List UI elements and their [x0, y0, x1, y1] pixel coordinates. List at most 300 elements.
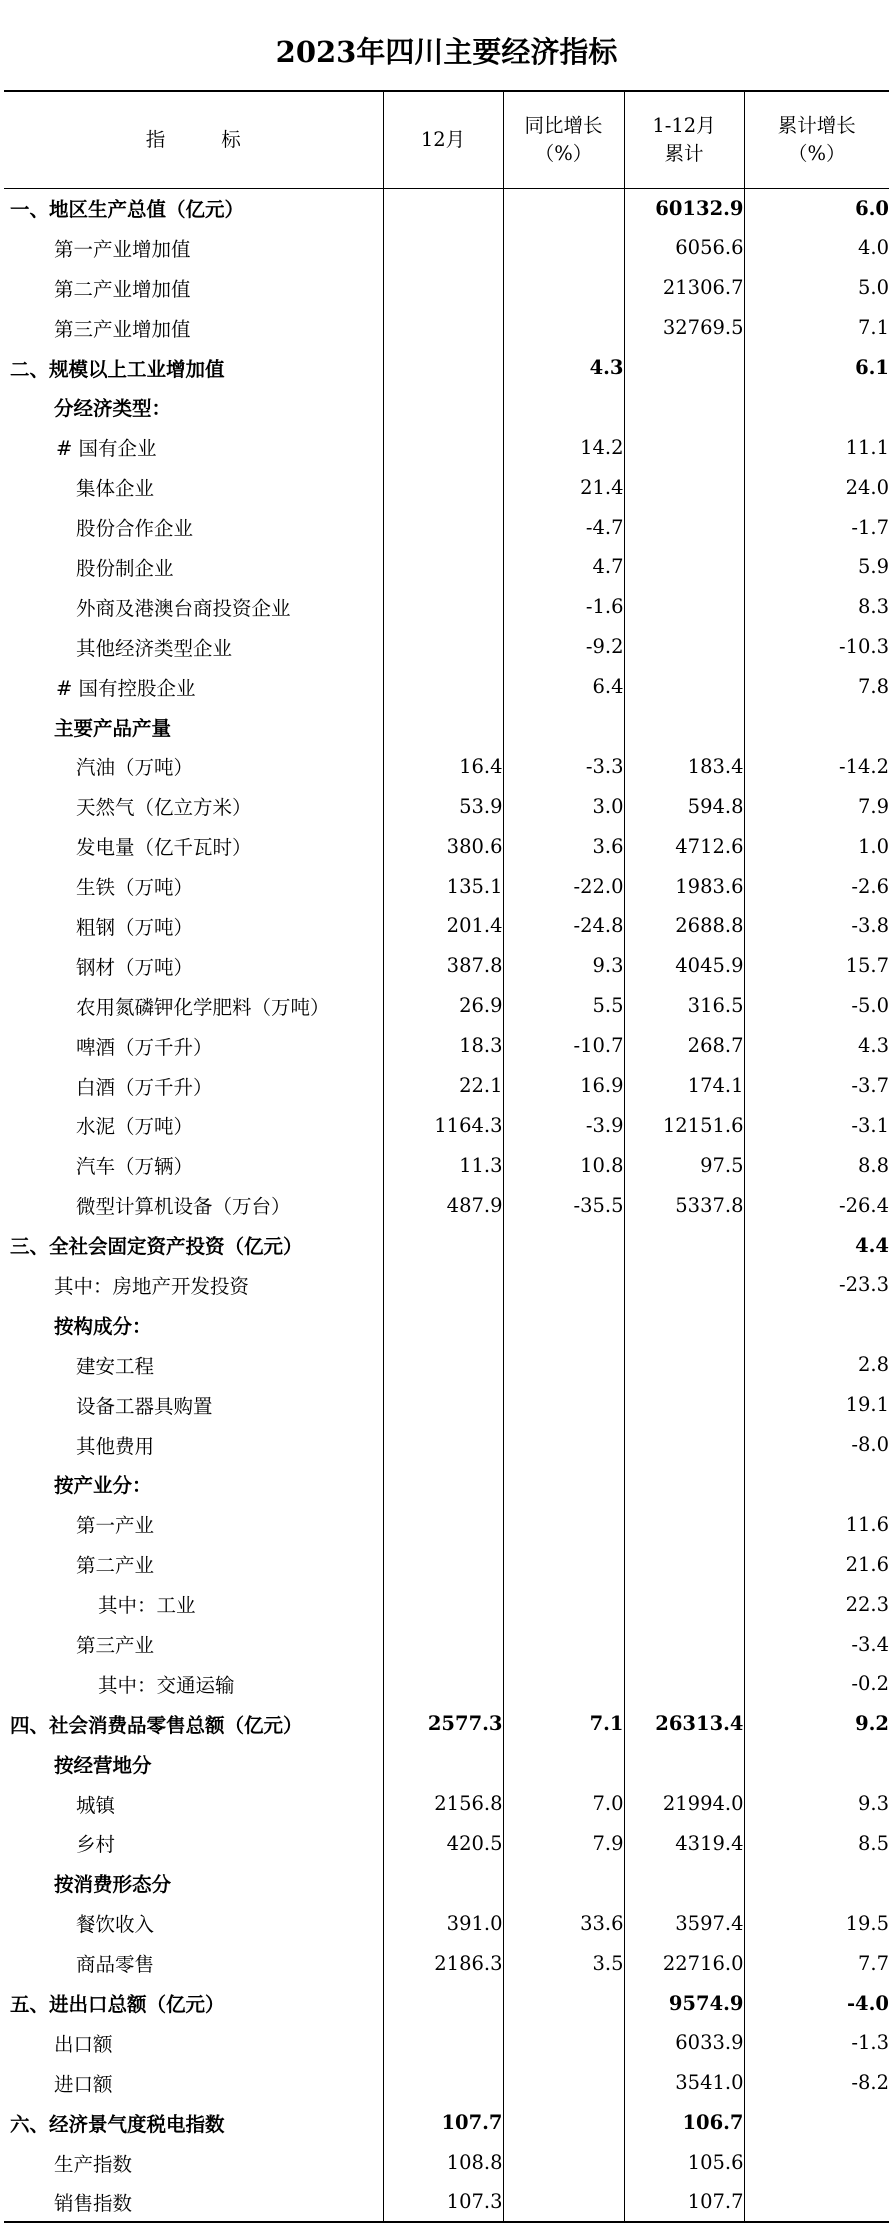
cell-month — [383, 1504, 503, 1544]
cell-cum-growth: 5.9 — [744, 547, 889, 587]
table-row — [4, 1145, 889, 1185]
cell-cum-growth — [744, 387, 889, 427]
table-row — [4, 1943, 889, 1983]
cell-yoy — [503, 1544, 624, 1584]
table-header-row — [4, 91, 889, 188]
cell-yoy: -35.5 — [503, 1185, 624, 1225]
cell-cumulative: 174.1 — [624, 1066, 744, 1106]
cell-month — [383, 627, 503, 667]
header-indicator: 指 标 — [4, 91, 383, 188]
indicators-table — [4, 90, 889, 2223]
cell-month: 53.9 — [383, 786, 503, 826]
cell-month: 201.4 — [383, 906, 503, 946]
table-row — [4, 387, 889, 427]
cell-month — [383, 587, 503, 627]
row-label: 六、经济景气度税电指数 — [10, 2112, 225, 2136]
cell-month: 26.9 — [383, 986, 503, 1026]
row-label: 天然气（亿立方米） — [76, 796, 252, 820]
row-label: 第三产业增加值 — [54, 317, 191, 341]
cell-month: 107.7 — [383, 2103, 503, 2143]
table-row — [4, 1185, 889, 1225]
cell-yoy — [503, 2023, 624, 2063]
cell-month — [383, 308, 503, 348]
cell-cum-growth — [744, 2103, 889, 2143]
table-row — [4, 786, 889, 826]
table-row — [4, 2103, 889, 2143]
table-row — [4, 1504, 889, 1544]
cell-month — [383, 467, 503, 507]
table-row — [4, 507, 889, 547]
cell-cumulative — [624, 627, 744, 667]
cell-cumulative: 3541.0 — [624, 2063, 744, 2103]
cell-month: 22.1 — [383, 1066, 503, 1106]
table-row — [4, 1385, 889, 1425]
cell-cum-growth: -14.2 — [744, 746, 889, 786]
cell-cumulative: 183.4 — [624, 746, 744, 786]
cell-yoy: -3.3 — [503, 746, 624, 786]
cell-yoy — [503, 1584, 624, 1624]
row-label: 股份合作企业 — [76, 517, 194, 541]
cell-cum-growth: -1.7 — [744, 507, 889, 547]
cell-cum-growth — [744, 1305, 889, 1345]
cell-yoy — [503, 1863, 624, 1903]
cell-cum-growth: 5.0 — [744, 268, 889, 308]
cell-cumulative — [624, 1504, 744, 1544]
cell-cum-growth: -5.0 — [744, 986, 889, 1026]
cell-cumulative: 3597.4 — [624, 1903, 744, 1943]
cell-cumulative — [624, 587, 744, 627]
table-row — [4, 906, 889, 946]
cell-cumulative: 12151.6 — [624, 1105, 744, 1145]
row-label: 餐饮收入 — [76, 1913, 155, 1937]
cell-yoy: -9.2 — [503, 627, 624, 667]
table-row — [4, 1425, 889, 1465]
cell-month — [383, 1744, 503, 1784]
cell-cumulative — [624, 1345, 744, 1385]
cell-cum-growth: 19.1 — [744, 1385, 889, 1425]
cell-yoy: 4.3 — [503, 348, 624, 388]
cell-cum-growth — [744, 1465, 889, 1505]
cell-cumulative: 9574.9 — [624, 1983, 744, 2023]
cell-cumulative — [624, 1225, 744, 1265]
cell-cumulative: 21994.0 — [624, 1784, 744, 1824]
cell-month — [383, 707, 503, 747]
cell-cum-growth: -3.7 — [744, 1066, 889, 1106]
cell-yoy: 16.9 — [503, 1066, 624, 1106]
cell-cumulative: 107.7 — [624, 2183, 744, 2223]
cell-cumulative: 22716.0 — [624, 1943, 744, 1983]
cell-cum-growth: 8.8 — [744, 1145, 889, 1185]
table-row — [4, 986, 889, 1026]
cell-yoy: 3.6 — [503, 826, 624, 866]
row-label: 按经营地分 — [54, 1753, 152, 1777]
cell-month — [383, 507, 503, 547]
cell-cum-growth: 8.5 — [744, 1824, 889, 1864]
table-row — [4, 188, 889, 228]
cell-cum-growth: 11.1 — [744, 427, 889, 467]
row-label: 第二产业 — [76, 1554, 155, 1578]
table-row — [4, 1704, 889, 1744]
cell-cumulative: 1983.6 — [624, 866, 744, 906]
row-label: 第三产业 — [76, 1634, 155, 1657]
cell-yoy — [503, 387, 624, 427]
row-label: 设备工器具购置 — [76, 1394, 213, 1418]
row-label: 第二产业增加值 — [54, 277, 191, 301]
row-label: 农用氮磷钾化学肥料（万吨） — [76, 995, 330, 1019]
table-row — [4, 587, 889, 627]
cell-yoy — [503, 2183, 624, 2223]
cell-cum-growth: 2.8 — [744, 1345, 889, 1385]
cell-month — [383, 1385, 503, 1425]
table-row — [4, 1584, 889, 1624]
cell-month: 2156.8 — [383, 1784, 503, 1824]
table-row — [4, 1544, 889, 1584]
cell-month — [383, 268, 503, 308]
cell-month — [383, 547, 503, 587]
row-label: 按消费形态分 — [54, 1873, 172, 1897]
table-row — [4, 866, 889, 906]
cell-cum-growth: -0.2 — [744, 1664, 889, 1704]
cell-month — [383, 1425, 503, 1465]
cell-month: 18.3 — [383, 1026, 503, 1066]
cell-cumulative — [624, 1744, 744, 1784]
cell-cumulative — [624, 667, 744, 707]
table-row — [4, 1664, 889, 1704]
table-row — [4, 2183, 889, 2223]
cell-cum-growth: 11.6 — [744, 1504, 889, 1544]
cell-cumulative — [624, 1425, 744, 1465]
row-label: 生铁（万吨） — [76, 876, 194, 900]
row-label: 按产业分： — [54, 1474, 152, 1498]
cell-month — [383, 1544, 503, 1584]
row-label: 商品零售 — [76, 1953, 155, 1977]
cell-cum-growth: 6.1 — [744, 348, 889, 388]
cell-yoy — [503, 2143, 624, 2183]
table-row — [4, 1265, 889, 1305]
cell-cum-growth: -1.3 — [744, 2023, 889, 2063]
cell-yoy: 6.4 — [503, 667, 624, 707]
cell-month: 1164.3 — [383, 1105, 503, 1145]
cell-yoy — [503, 228, 624, 268]
row-label: 集体企业 — [76, 477, 155, 501]
cell-month — [383, 1345, 503, 1385]
row-label: 五、进出口总额（亿元） — [10, 1993, 225, 2017]
cell-yoy: 10.8 — [503, 1145, 624, 1185]
cell-yoy: 3.0 — [503, 786, 624, 826]
row-label: 四、社会消费品零售总额（亿元） — [10, 1713, 303, 1737]
cell-month: 380.6 — [383, 826, 503, 866]
table-row — [4, 1624, 889, 1664]
cell-cum-growth: -4.0 — [744, 1983, 889, 2023]
cell-cum-growth: 24.0 — [744, 467, 889, 507]
cell-month: 420.5 — [383, 1824, 503, 1864]
cell-month — [383, 1863, 503, 1903]
cell-cumulative: 106.7 — [624, 2103, 744, 2143]
row-label: 建安工程 — [76, 1354, 155, 1378]
cell-yoy: -3.9 — [503, 1105, 624, 1145]
cell-cum-growth: 7.9 — [744, 786, 889, 826]
table-row — [4, 1824, 889, 1864]
row-label: 粗钢（万吨） — [76, 915, 194, 939]
cell-cumulative: 6056.6 — [624, 228, 744, 268]
cell-cum-growth — [744, 1744, 889, 1784]
cell-cumulative: 105.6 — [624, 2143, 744, 2183]
table-row — [4, 1305, 889, 1345]
cell-month — [383, 1983, 503, 2023]
cell-cum-growth: -26.4 — [744, 1185, 889, 1225]
cell-month — [383, 1584, 503, 1624]
cell-yoy — [503, 1664, 624, 1704]
row-label: 城镇 — [76, 1793, 116, 1817]
cell-cumulative: 21306.7 — [624, 268, 744, 308]
cell-month: 2186.3 — [383, 1943, 503, 1983]
cell-cumulative — [624, 1664, 744, 1704]
table-row — [4, 308, 889, 348]
cell-yoy — [503, 1465, 624, 1505]
cell-cumulative: 316.5 — [624, 986, 744, 1026]
cell-cumulative: 5337.8 — [624, 1185, 744, 1225]
cell-month — [383, 427, 503, 467]
cell-cum-growth: -8.2 — [744, 2063, 889, 2103]
row-label: 发电量（亿千瓦时） — [76, 836, 252, 860]
table-row — [4, 1066, 889, 1106]
header-cumulative-growth: 累计增长 （%） — [744, 91, 889, 188]
table-row — [4, 2143, 889, 2183]
cell-cum-growth: 4.0 — [744, 228, 889, 268]
cell-month — [383, 228, 503, 268]
row-label: 其他费用 — [76, 1434, 155, 1458]
cell-cumulative — [624, 507, 744, 547]
cell-cum-growth: 21.6 — [744, 1544, 889, 1584]
cell-yoy: -1.6 — [503, 587, 624, 627]
table-row — [4, 1903, 889, 1943]
cell-cumulative — [624, 1624, 744, 1664]
cell-yoy — [503, 2063, 624, 2103]
cell-cum-growth: 7.7 — [744, 1943, 889, 1983]
cell-month: 135.1 — [383, 866, 503, 906]
cell-yoy: -10.7 — [503, 1026, 624, 1066]
cell-yoy: 21.4 — [503, 467, 624, 507]
cell-yoy: 3.5 — [503, 1943, 624, 1983]
table-row — [4, 427, 889, 467]
table-row — [4, 1983, 889, 2023]
cell-cum-growth: 6.0 — [744, 188, 889, 228]
cell-cum-growth: 9.3 — [744, 1784, 889, 1824]
cell-cumulative — [624, 1265, 744, 1305]
cell-cumulative: 268.7 — [624, 1026, 744, 1066]
row-label: 第一产业 — [76, 1514, 155, 1538]
cell-cum-growth: 19.5 — [744, 1903, 889, 1943]
cell-month: 108.8 — [383, 2143, 503, 2183]
table-row — [4, 547, 889, 587]
cell-yoy — [503, 1345, 624, 1385]
cell-cum-growth: -3.1 — [744, 1105, 889, 1145]
row-label: 其中：工业 — [98, 1594, 196, 1618]
cell-cum-growth: -10.3 — [744, 627, 889, 667]
cell-month — [383, 667, 503, 707]
row-label: 三、全社会固定资产投资（亿元） — [10, 1235, 303, 1259]
cell-yoy — [503, 1385, 624, 1425]
table-row — [4, 1105, 889, 1145]
cell-cumulative — [624, 1863, 744, 1903]
table-row — [4, 946, 889, 986]
row-label: 股份制企业 — [76, 556, 174, 580]
cell-yoy — [503, 1305, 624, 1345]
cell-yoy — [503, 707, 624, 747]
cell-cumulative: 60132.9 — [624, 188, 744, 228]
cell-yoy: 7.9 — [503, 1824, 624, 1864]
row-label: 白酒（万千升） — [76, 1075, 213, 1099]
cell-cum-growth: 8.3 — [744, 587, 889, 627]
header-cumulative: 1-12月 累计 — [624, 91, 744, 188]
cell-month — [383, 188, 503, 228]
header-month: 12月 — [383, 91, 503, 188]
cell-yoy: 33.6 — [503, 1903, 624, 1943]
row-label: 啤酒（万千升） — [76, 1035, 213, 1059]
row-label: 汽油（万吨） — [76, 756, 194, 780]
cell-cumulative: 4319.4 — [624, 1824, 744, 1864]
row-label: 主要产品产量 — [54, 716, 172, 740]
cell-yoy — [503, 2103, 624, 2143]
cell-cumulative — [624, 348, 744, 388]
cell-yoy: 7.1 — [503, 1704, 624, 1744]
cell-cum-growth: -3.8 — [744, 906, 889, 946]
cell-yoy — [503, 1744, 624, 1784]
cell-yoy — [503, 1225, 624, 1265]
cell-cumulative: 26313.4 — [624, 1704, 744, 1744]
cell-month: 387.8 — [383, 946, 503, 986]
cell-cumulative — [624, 467, 744, 507]
cell-cum-growth — [744, 1863, 889, 1903]
cell-cumulative: 6033.9 — [624, 2023, 744, 2063]
cell-cumulative — [624, 1465, 744, 1505]
cell-cum-growth: 4.4 — [744, 1225, 889, 1265]
cell-month — [383, 387, 503, 427]
header-yoy-growth: 同比增长 （%） — [503, 91, 624, 188]
table-row — [4, 228, 889, 268]
cell-cum-growth: 7.1 — [744, 308, 889, 348]
cell-month: 2577.3 — [383, 1704, 503, 1744]
row-label: 其中：房地产开发投资 — [54, 1274, 250, 1298]
cell-yoy: 14.2 — [503, 427, 624, 467]
cell-yoy — [503, 308, 624, 348]
table-row — [4, 1026, 889, 1066]
row-label: 水泥（万吨） — [76, 1115, 194, 1139]
table-row — [4, 1465, 889, 1505]
table-row — [4, 1744, 889, 1784]
cell-month: 107.3 — [383, 2183, 503, 2223]
cell-month — [383, 348, 503, 388]
cell-cum-growth: 1.0 — [744, 826, 889, 866]
cell-month — [383, 2063, 503, 2103]
cell-cumulative: 97.5 — [624, 1145, 744, 1185]
table-row — [4, 1345, 889, 1385]
cell-cumulative: 4045.9 — [624, 946, 744, 986]
cell-cumulative: 2688.8 — [624, 906, 744, 946]
cell-month — [383, 1225, 503, 1265]
cell-cumulative — [624, 1544, 744, 1584]
cell-cum-growth — [744, 2183, 889, 2223]
row-label: 二、规模以上工业增加值 — [10, 357, 225, 381]
table-row — [4, 667, 889, 707]
row-label: 微型计算机设备（万台） — [76, 1195, 291, 1219]
cell-yoy — [503, 1624, 624, 1664]
row-label: 其中：交通运输 — [98, 1673, 235, 1697]
cell-yoy — [503, 1425, 624, 1465]
table-row — [4, 348, 889, 388]
cell-yoy: 9.3 — [503, 946, 624, 986]
cell-cumulative: 594.8 — [624, 786, 744, 826]
cell-yoy: 5.5 — [503, 986, 624, 1026]
cell-month — [383, 2023, 503, 2063]
cell-cumulative — [624, 1584, 744, 1624]
cell-cumulative: 32769.5 — [624, 308, 744, 348]
cell-cum-growth: -3.4 — [744, 1624, 889, 1664]
page-title: 2023年四川主要经济指标 — [275, 35, 618, 69]
table-row — [4, 826, 889, 866]
cell-yoy — [503, 1265, 624, 1305]
cell-yoy: 4.7 — [503, 547, 624, 587]
cell-yoy — [503, 1504, 624, 1544]
cell-yoy — [503, 268, 624, 308]
cell-cum-growth: 7.8 — [744, 667, 889, 707]
row-label: 钢材（万吨） — [76, 955, 194, 979]
cell-cumulative — [624, 1305, 744, 1345]
row-label: 分经济类型： — [54, 397, 172, 421]
cell-cumulative: 4712.6 — [624, 826, 744, 866]
row-label: 其他经济类型企业 — [76, 636, 233, 660]
cell-cum-growth: 15.7 — [744, 946, 889, 986]
cell-cumulative — [624, 1385, 744, 1425]
table-row — [4, 1863, 889, 1903]
cell-cum-growth: -23.3 — [744, 1265, 889, 1305]
table-row — [4, 627, 889, 667]
cell-cum-growth: 22.3 — [744, 1584, 889, 1624]
cell-month: 487.9 — [383, 1185, 503, 1225]
table-row — [4, 1225, 889, 1265]
cell-cumulative — [624, 707, 744, 747]
cell-cumulative — [624, 427, 744, 467]
table-row — [4, 746, 889, 786]
cell-yoy: -22.0 — [503, 866, 624, 906]
cell-month — [383, 1664, 503, 1704]
cell-month: 16.4 — [383, 746, 503, 786]
cell-cumulative — [624, 387, 744, 427]
row-label: 进口额 — [54, 2072, 113, 2096]
cell-month — [383, 1624, 503, 1664]
cell-yoy: -24.8 — [503, 906, 624, 946]
cell-cum-growth — [744, 707, 889, 747]
cell-cum-growth: 4.3 — [744, 1026, 889, 1066]
cell-month — [383, 1465, 503, 1505]
row-label: # 国有企业 — [56, 437, 157, 461]
cell-month: 391.0 — [383, 1903, 503, 1943]
cell-cumulative — [624, 547, 744, 587]
cell-yoy — [503, 1983, 624, 2023]
cell-cum-growth: 9.2 — [744, 1704, 889, 1744]
cell-cum-growth: -8.0 — [744, 1425, 889, 1465]
cell-month: 11.3 — [383, 1145, 503, 1185]
row-label: 生产指数 — [54, 2152, 133, 2176]
row-label: 乡村 — [76, 1833, 116, 1857]
cell-yoy: 7.0 — [503, 1784, 624, 1824]
cell-cum-growth: -2.6 — [744, 866, 889, 906]
cell-month — [383, 1305, 503, 1345]
table-row — [4, 2063, 889, 2103]
table-row — [4, 707, 889, 747]
row-label: 第一产业增加值 — [54, 237, 191, 261]
row-label: 销售指数 — [4, 2183, 383, 2223]
